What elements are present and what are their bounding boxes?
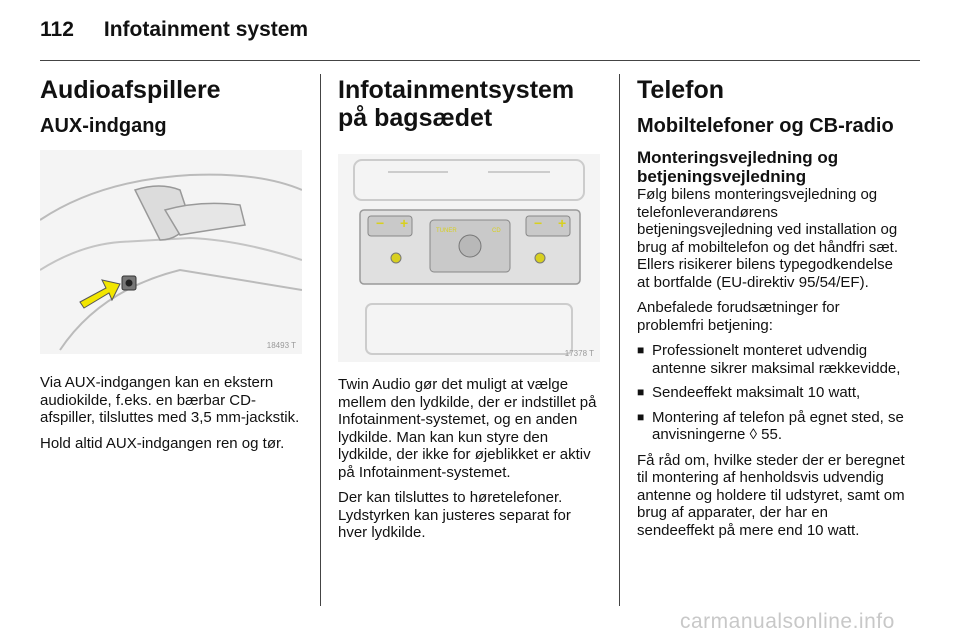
image-number: 17378 T [564,349,594,358]
subheading-aux: AUX-indgang [40,115,167,137]
minus-icon: − [376,215,385,231]
requirements-list [637,342,905,444]
column-rear-infotainment [338,76,602,550]
phone-paragraph: Anbefalede forudsætninger for problemfri betjening: [637,299,840,334]
list-item: ■ Professionelt monteret udvendig antenne sikrer maksimal rækkevidde, [637,342,905,377]
rear-panel-drawing [338,154,600,362]
rear-system-paragraph: Der kan tilsluttes to høretelefoner. Lydstyrken kan justeres separat for hver lydkilde. [338,489,571,541]
column-divider [619,74,620,606]
cd-label: CD [492,228,501,234]
subheading-installation: Monteringsvejledning og betjeningsvejledning [637,148,839,186]
image-number: 18493 T [266,341,296,350]
section-heading-audio: Audioafspillere [40,76,221,104]
section-heading-rear-system: Infotainmentsystem på bagsædet [338,76,575,132]
aux-input-illustration [40,150,302,354]
column-phone [637,76,905,547]
column-audio [40,76,302,460]
section-heading-phone: Telefon [637,76,725,104]
watermark: carmanualsonline.info [680,610,895,633]
phone-paragraph: Følg bilens monteringsvejledning og telefonleverandørens betjeningsvejledning ved installation og brug af mobiltelefon og det håndfri sæt. Ellers risikerer bilens typegodkendelse at bortfalde (EU-direktiv 95/54/EF). [637,186,898,291]
rear-panel-illustration [338,154,600,362]
rear-system-paragraph: Twin Audio gør det muligt at vælge mellem den lydkilde, der er indstillet på Infotainment-systemet, og en anden lydkilde. Man kan kun styre den lydkilde, der ikke for øjeblikket er aktiv på Infotainment-systemet. [338,376,597,481]
minus-icon: − [534,215,543,231]
aux-drawing [40,150,302,354]
tuner-label: TUNER [436,228,457,234]
list-item: ■ Montering af telefon på egnet sted, se anvisningerne ◊ 55. [637,409,905,444]
plus-icon: + [558,215,567,231]
aux-paragraph: Hold altid AUX-indgangen ren og tør. [40,434,285,452]
column-divider [320,74,321,606]
page-number: 112 [40,18,74,41]
plus-icon: + [400,215,409,231]
list-item: ■ Sendeeffekt maksimalt 10 watt, [637,384,905,402]
phone-paragraph: Få råd om, hvilke steder der er beregnet til montering af henholdsvis udvendig antenne og holdere til udstyret, samt om brug af apparater, der har en sendeeffekt på mere end 10 watt. [637,451,905,539]
page-header-title: Infotainment system [103,18,309,41]
arrow-icon [80,280,120,308]
header-rule [40,60,920,61]
subheading-mobile-cb: Mobiltelefoner og CB-radio [637,115,894,137]
aux-paragraph: Via AUX-indgangen kan en ekstern audiokilde, f.eks. en bærbar CD-afspiller, tilsluttes med 3,5 mm-jackstik. [40,374,300,426]
page-header [40,18,308,42]
